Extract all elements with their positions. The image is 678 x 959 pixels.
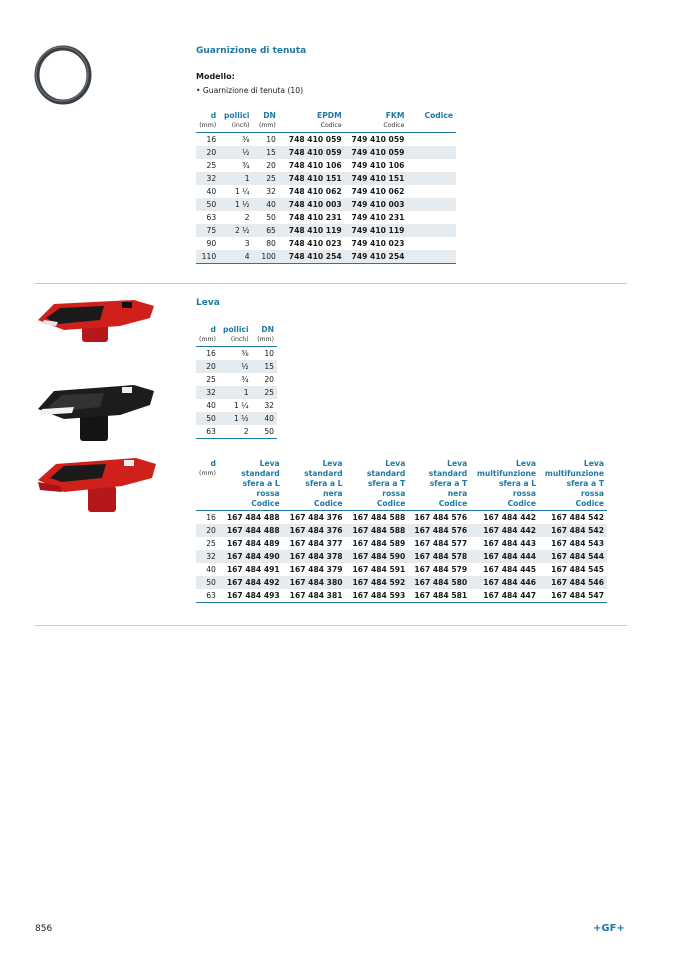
table-cell: 167 484 581 bbox=[408, 589, 470, 603]
header-cell: multifunzione bbox=[544, 469, 604, 478]
lever-size-table bbox=[196, 325, 277, 439]
table-cell: 167 484 579 bbox=[414, 565, 468, 574]
table-row bbox=[196, 211, 456, 224]
unit-cell: (mm) bbox=[196, 335, 219, 347]
table-cell: 749 410 106 bbox=[351, 161, 405, 170]
table-row bbox=[196, 347, 277, 361]
table-cell: 100 bbox=[253, 250, 279, 264]
table-cell: 167 484 488 bbox=[219, 524, 283, 537]
table-cell: 167 484 547 bbox=[539, 589, 607, 603]
table-cell: 15 bbox=[253, 146, 279, 159]
header-cell: Codice bbox=[424, 111, 453, 120]
table-cell: 1 ¼ bbox=[234, 187, 250, 196]
table-cell: 25 bbox=[253, 172, 279, 185]
table-cell: 167 484 593 bbox=[346, 589, 409, 603]
table-cell: 63 bbox=[206, 213, 217, 222]
table-row bbox=[196, 589, 607, 603]
table-cell: 110 bbox=[196, 250, 219, 264]
header-cell: Codice bbox=[346, 499, 409, 511]
table-cell: 748 410 062 bbox=[288, 187, 342, 196]
header-cell: sfera a T bbox=[367, 479, 406, 488]
header-cell: Leva bbox=[259, 459, 280, 468]
table-cell: 167 484 580 bbox=[408, 576, 470, 589]
seal-table bbox=[196, 111, 456, 264]
header-cell: pollici bbox=[223, 111, 250, 120]
table-cell: 25 bbox=[206, 161, 217, 170]
page-number: 856 bbox=[35, 924, 53, 934]
header-cell: rossa bbox=[580, 489, 604, 498]
table-cell: 40 bbox=[206, 401, 216, 410]
table-cell: ½ bbox=[219, 360, 252, 373]
table-row bbox=[196, 159, 456, 172]
table-cell: 167 484 592 bbox=[346, 576, 409, 589]
header-cell bbox=[196, 489, 219, 499]
header-cell: Leva bbox=[447, 459, 468, 468]
header-cell: FKM bbox=[385, 111, 405, 120]
table-cell: 2 ½ bbox=[219, 224, 252, 237]
table-cell: 1 ¼ bbox=[234, 401, 249, 410]
table-cell: ⅜ bbox=[242, 135, 250, 144]
table-row bbox=[196, 550, 607, 563]
table-cell: 748 410 106 bbox=[288, 161, 342, 170]
table-cell: 90 bbox=[206, 239, 217, 248]
table-row bbox=[196, 373, 277, 386]
table-cell: 748 410 151 bbox=[279, 172, 345, 185]
table-row bbox=[196, 563, 607, 576]
table-cell: 167 484 578 bbox=[408, 550, 470, 563]
lever-red-multifunction-image bbox=[34, 452, 158, 514]
section-title-seal: Guarnizione di tenuta bbox=[196, 46, 307, 56]
table-row bbox=[196, 224, 456, 237]
table-cell: 749 410 059 bbox=[345, 146, 408, 159]
table-cell: 65 bbox=[253, 224, 279, 237]
table-cell: 15 bbox=[252, 360, 277, 373]
table-cell bbox=[407, 146, 456, 159]
table-cell: ¾ bbox=[241, 375, 249, 384]
table-cell: 32 bbox=[266, 187, 276, 196]
table-cell bbox=[407, 250, 456, 264]
table-cell: 25 bbox=[206, 539, 216, 548]
table-cell: 167 484 589 bbox=[352, 539, 406, 548]
table-cell: ¾ bbox=[242, 161, 250, 170]
table-cell: 63 bbox=[196, 589, 219, 603]
table-cell: 1 bbox=[219, 172, 252, 185]
header-cell: EPDM bbox=[317, 111, 342, 120]
table-cell: 10 bbox=[266, 135, 276, 144]
table-cell: 167 484 576 bbox=[414, 513, 468, 522]
unit-cell: Codice bbox=[279, 121, 345, 133]
header-cell: sfera a L bbox=[305, 479, 343, 488]
table-cell: 167 484 488 bbox=[226, 513, 280, 522]
table-cell: 167 484 591 bbox=[352, 565, 406, 574]
table-row bbox=[196, 537, 607, 550]
table-cell: 749 410 023 bbox=[351, 239, 405, 248]
table-cell: 50 bbox=[196, 198, 219, 211]
header-cell: Codice bbox=[470, 499, 539, 511]
table-cell: 167 484 546 bbox=[539, 576, 607, 589]
table-cell: 167 484 542 bbox=[539, 524, 607, 537]
header-cell: standard bbox=[428, 469, 468, 478]
table-cell: 749 410 059 bbox=[351, 135, 405, 144]
table-cell: 2 bbox=[219, 425, 252, 439]
table-cell: 16 bbox=[206, 349, 216, 358]
unit-cell: (mm) bbox=[196, 121, 219, 133]
table-cell: 50 bbox=[196, 576, 219, 589]
table-row bbox=[196, 412, 277, 425]
table-cell: 167 484 576 bbox=[408, 524, 470, 537]
table-cell: 167 484 381 bbox=[283, 589, 346, 603]
unit-cell: (inch) bbox=[219, 121, 252, 133]
unit-cell bbox=[407, 121, 456, 133]
table-cell: ⅜ bbox=[241, 349, 249, 358]
table-cell: 80 bbox=[266, 239, 276, 248]
model-bullet bbox=[196, 86, 303, 95]
table-cell: 20 bbox=[266, 161, 276, 170]
model-bullet-text: Guarnizione di tenuta (10) bbox=[202, 86, 304, 95]
table-cell: 50 bbox=[252, 425, 277, 439]
section-divider-2 bbox=[35, 625, 627, 626]
header-cell: pollici bbox=[223, 325, 249, 334]
table-cell: 167 484 577 bbox=[414, 539, 468, 548]
table-cell: 748 410 023 bbox=[288, 239, 342, 248]
table-cell bbox=[407, 159, 456, 172]
header-cell: Leva bbox=[322, 459, 343, 468]
table-cell: 749 410 151 bbox=[345, 172, 408, 185]
table-cell: 748 410 119 bbox=[279, 224, 345, 237]
table-cell bbox=[407, 172, 456, 185]
table-row bbox=[196, 146, 456, 159]
header-cell: sfera a L bbox=[498, 479, 537, 488]
table-cell bbox=[407, 185, 456, 198]
table-cell: 32 bbox=[264, 401, 274, 410]
header-cell: d bbox=[210, 459, 216, 468]
table-row bbox=[196, 511, 607, 525]
table-cell: 167 484 543 bbox=[551, 539, 604, 548]
table-cell: 749 410 003 bbox=[345, 198, 408, 211]
table-cell: 167 484 491 bbox=[226, 565, 280, 574]
header-cell: Leva bbox=[583, 459, 604, 468]
table-cell: 63 bbox=[196, 425, 219, 439]
table-row bbox=[196, 399, 277, 412]
table-cell: 167 484 492 bbox=[219, 576, 283, 589]
model-label: Modello: bbox=[196, 72, 235, 81]
table-cell: 749 410 231 bbox=[351, 213, 405, 222]
table-cell: 32 bbox=[196, 386, 219, 399]
header-cell: Leva bbox=[385, 459, 406, 468]
header-cell: sfera a T bbox=[566, 479, 604, 488]
header-cell: sfera a L bbox=[242, 479, 280, 488]
header-cell: multifunzione bbox=[476, 469, 537, 478]
table-cell: 167 484 493 bbox=[219, 589, 283, 603]
table-row bbox=[196, 198, 456, 211]
header-cell: DN bbox=[261, 325, 274, 334]
table-cell: 25 bbox=[206, 375, 216, 384]
bullet-dot: • bbox=[196, 86, 201, 95]
table-cell: 50 bbox=[196, 412, 219, 425]
unit-cell: (mm) bbox=[252, 335, 277, 347]
table-row bbox=[196, 425, 277, 439]
table-row bbox=[196, 576, 607, 589]
header-cell: Codice bbox=[539, 499, 607, 511]
table-cell: 1 ½ bbox=[219, 198, 252, 211]
section-title-lever: Leva bbox=[196, 298, 220, 308]
table-cell: 167 484 442 bbox=[483, 513, 537, 522]
table-cell: 167 484 376 bbox=[289, 513, 343, 522]
table-cell bbox=[407, 237, 456, 250]
table-cell: 748 410 059 bbox=[279, 146, 345, 159]
header-cell: nera bbox=[323, 489, 343, 498]
table-cell: 749 410 254 bbox=[345, 250, 408, 264]
table-cell bbox=[407, 224, 456, 237]
gf-logo: +GF+ bbox=[593, 923, 625, 934]
table-cell: 167 484 378 bbox=[283, 550, 346, 563]
header-cell: standard bbox=[304, 469, 343, 478]
table-cell: 167 484 443 bbox=[483, 539, 537, 548]
table-row bbox=[196, 524, 607, 537]
header-cell: nera bbox=[447, 489, 468, 498]
table-cell: 4 bbox=[219, 250, 252, 264]
table-row bbox=[196, 250, 456, 264]
table-cell: 167 484 446 bbox=[470, 576, 539, 589]
table-cell: 167 484 447 bbox=[470, 589, 539, 603]
table-cell: 167 484 542 bbox=[551, 513, 604, 522]
header-cell: standard bbox=[241, 469, 280, 478]
header-cell: rossa bbox=[382, 489, 406, 498]
table-cell: 167 484 445 bbox=[483, 565, 537, 574]
header-cell: sfera a T bbox=[429, 479, 468, 488]
table-cell: ½ bbox=[219, 146, 252, 159]
table-cell: 748 410 254 bbox=[279, 250, 345, 264]
table-cell: 2 bbox=[244, 213, 250, 222]
table-cell: 748 410 059 bbox=[288, 135, 342, 144]
table-cell: 167 484 588 bbox=[352, 513, 406, 522]
lever-code-table bbox=[196, 459, 607, 603]
table-cell: 1 bbox=[219, 386, 252, 399]
section-divider bbox=[35, 283, 627, 284]
table-cell bbox=[407, 211, 456, 224]
table-cell: 748 410 231 bbox=[288, 213, 342, 222]
table-cell: 40 bbox=[206, 565, 216, 574]
o-ring-image bbox=[33, 44, 93, 106]
table-cell: 75 bbox=[196, 224, 219, 237]
table-cell: 20 bbox=[196, 360, 219, 373]
table-row bbox=[196, 360, 277, 373]
table-cell: 10 bbox=[264, 349, 274, 358]
table-cell: 40 bbox=[253, 198, 279, 211]
table-cell: 167 484 590 bbox=[346, 550, 409, 563]
table-row bbox=[196, 237, 456, 250]
header-cell bbox=[196, 479, 219, 489]
table-cell: 40 bbox=[252, 412, 277, 425]
table-cell: 167 484 545 bbox=[551, 565, 604, 574]
table-cell: 50 bbox=[266, 213, 276, 222]
header-cell: Leva bbox=[515, 459, 537, 468]
table-cell: 32 bbox=[196, 172, 219, 185]
table-row bbox=[196, 172, 456, 185]
header-cell: rossa bbox=[256, 489, 280, 498]
header-cell: DN bbox=[263, 111, 276, 120]
header-cell: Codice bbox=[283, 499, 346, 511]
header-cell: rossa bbox=[512, 489, 537, 498]
table-cell: 167 484 380 bbox=[283, 576, 346, 589]
table-row bbox=[196, 386, 277, 399]
lever-red-image bbox=[34, 296, 158, 344]
table-cell: 40 bbox=[206, 187, 217, 196]
unit-cell: (mm) bbox=[253, 121, 279, 133]
table-cell: 167 484 377 bbox=[289, 539, 343, 548]
table-cell: 20 bbox=[264, 375, 274, 384]
table-cell bbox=[407, 133, 456, 147]
table-cell: 749 410 119 bbox=[345, 224, 408, 237]
table-cell: 25 bbox=[252, 386, 277, 399]
header-cell: d bbox=[210, 111, 217, 120]
header-cell: Codice bbox=[408, 499, 470, 511]
table-cell: 32 bbox=[196, 550, 219, 563]
table-cell: 3 bbox=[244, 239, 250, 248]
table-row bbox=[196, 185, 456, 198]
table-cell: 167 484 544 bbox=[539, 550, 607, 563]
table-cell: 167 484 442 bbox=[470, 524, 539, 537]
table-cell: 167 484 588 bbox=[346, 524, 409, 537]
unit-cell: Codice bbox=[345, 121, 408, 133]
table-cell: 167 484 489 bbox=[226, 539, 280, 548]
table-cell: 748 410 003 bbox=[279, 198, 345, 211]
table-cell: 20 bbox=[196, 146, 219, 159]
table-cell: 167 484 444 bbox=[470, 550, 539, 563]
unit-cell: (inch) bbox=[219, 335, 252, 347]
table-cell: 1 ½ bbox=[219, 412, 252, 425]
table-row bbox=[196, 133, 456, 147]
header-cell bbox=[196, 499, 219, 511]
lever-black-image bbox=[34, 377, 158, 443]
table-cell: 20 bbox=[196, 524, 219, 537]
table-cell: 167 484 490 bbox=[219, 550, 283, 563]
table-cell: 167 484 376 bbox=[283, 524, 346, 537]
table-cell: 16 bbox=[206, 513, 216, 522]
header-cell: standard bbox=[366, 469, 406, 478]
table-cell bbox=[407, 198, 456, 211]
table-cell: 16 bbox=[206, 135, 217, 144]
table-cell: 167 484 379 bbox=[289, 565, 343, 574]
header-cell: d bbox=[210, 325, 216, 334]
unit-cell: (mm) bbox=[199, 470, 216, 477]
header-cell: Codice bbox=[219, 499, 283, 511]
table-cell: 749 410 062 bbox=[351, 187, 405, 196]
